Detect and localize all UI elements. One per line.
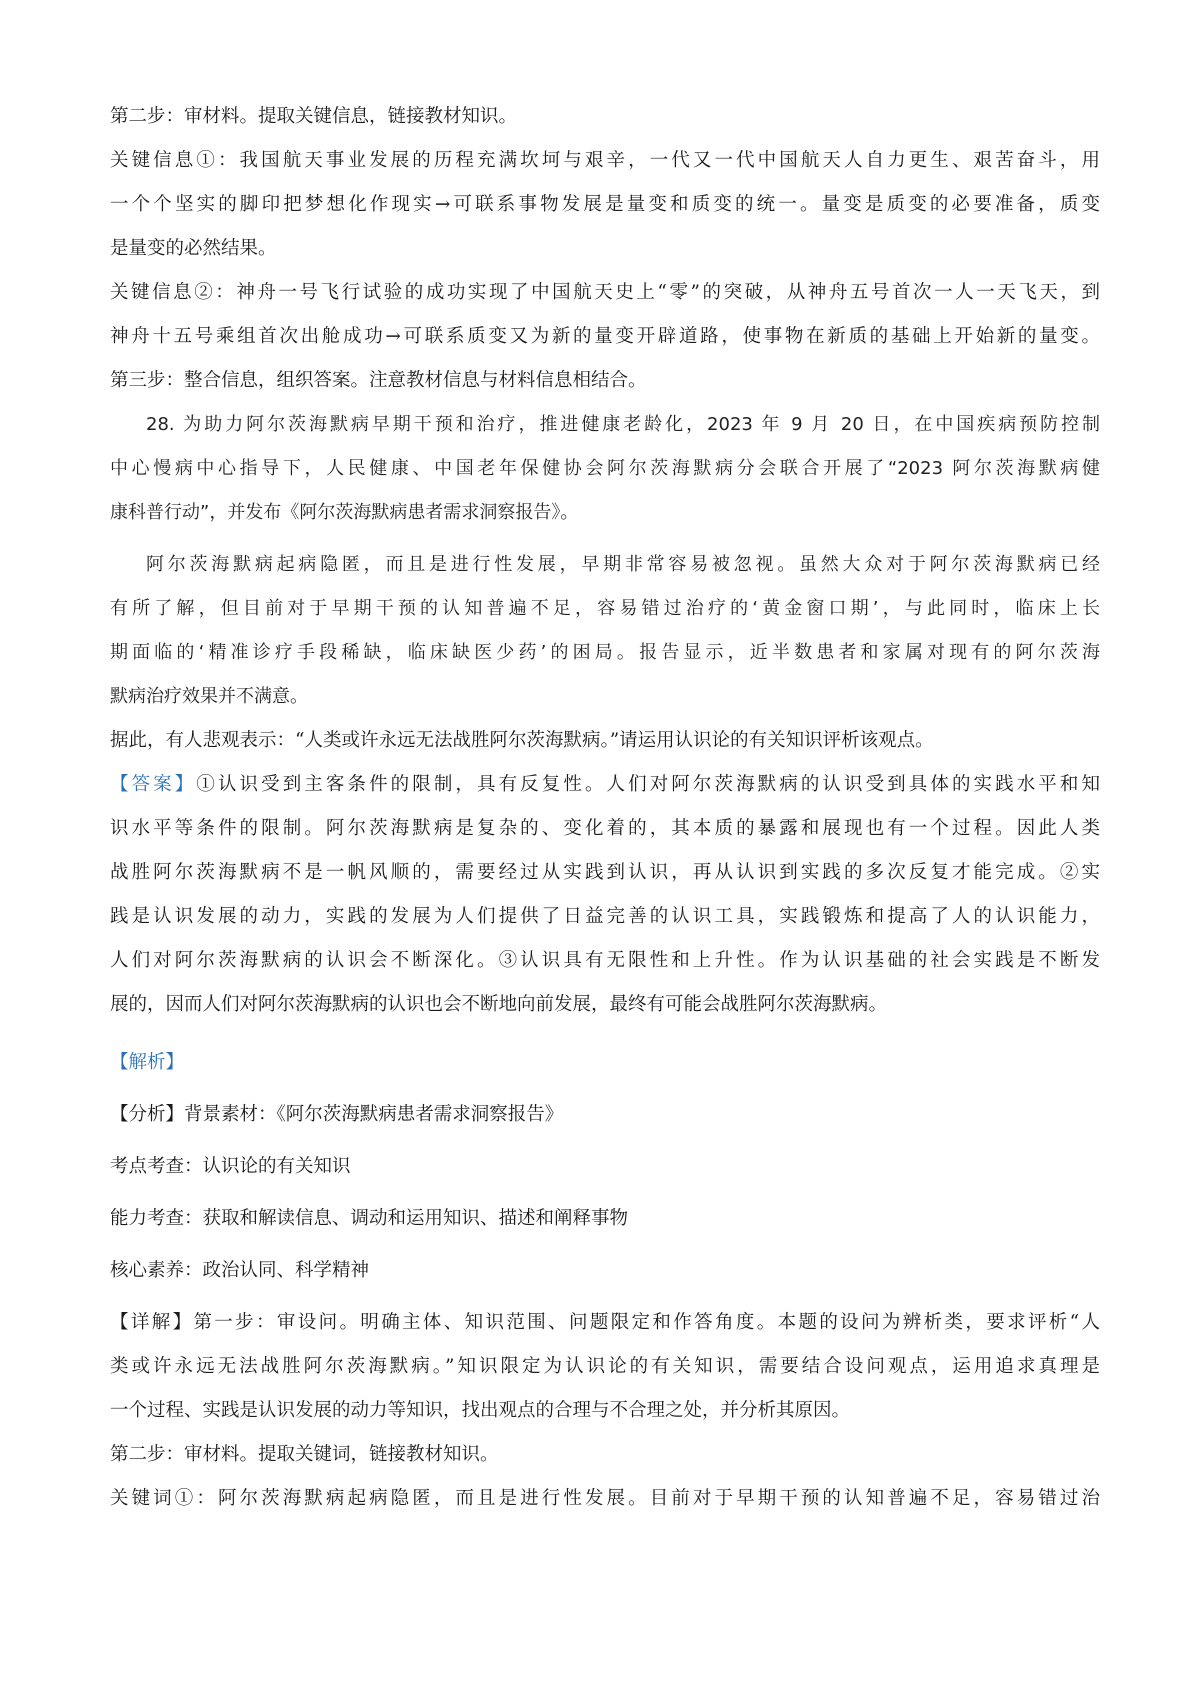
analysis-nengli: 能力考查：获取和解读信息、调动和运用知识、描述和阐释事物 <box>110 1208 629 1229</box>
question-28-material-line: 期面临的‘精准诊疗手段稀缺，临床缺医少药’的困局。报告显示，近半数患者和家属对现有的阿尔茨海 <box>110 642 1100 663</box>
answer-label: 【答案】 <box>110 774 197 795</box>
xiangjie-line: 类或许永远无法战胜阿尔茨海默病。”知识限定为认识论的有关知识，需要结合设问观点，运用追求真理是 <box>110 1356 1100 1377</box>
question-28-material-line: 默病治疗效果并不满意。 <box>110 686 308 707</box>
question-28 <box>110 403 1100 719</box>
analysis-suyang: 核心素养：政治认同、科学精神 <box>110 1260 370 1281</box>
step3-line: 第三步：整合信息，组织答案。注意教材信息与材料信息相结合。 <box>110 370 647 391</box>
analysis-step2: 第二步：审材料。提取关键词，链接教材知识。 <box>110 1444 499 1465</box>
answer-line: 人们对阿尔茨海默病的认识会不断深化。③认识具有无限性和上升性。作为认识基础的社会实践是不断发 <box>110 950 1100 971</box>
key-info-2 <box>110 271 1100 359</box>
analysis-xiangjie <box>110 1301 1100 1433</box>
answer-text: ①认识受到主客条件的限制，具有反复性。人们对阿尔茨海默病的认识受到具体的实践水平和知 <box>196 774 1100 795</box>
question-28-intro-line: 中心慢病中心指导下，人民健康、中国老年保健协会阿尔茨海默病分会联合开展了“2023 阿尔茨海默病健 <box>110 458 1100 479</box>
question-28-intro-line: 康科普行动”，并发布《阿尔茨海默病患者需求洞察报告》。 <box>110 502 579 523</box>
key-info-2-line: 神舟十五号乘组首次出舱成功→可联系质变又为新的量变开辟道路，使事物在新质的基础上开始新的量变。 <box>110 326 1100 347</box>
question-28-intro-line: 28. 为助力阿尔茨海默病早期干预和治疗，推进健康老龄化，2023 年 9 月 20 日，在中国疾病预防控制 <box>146 414 1100 435</box>
analysis-fenxi: 【分析】背景素材：《阿尔茨海默病患者需求洞察报告》 <box>110 1104 564 1125</box>
question-28-material-line: 阿尔茨海默病起病隐匿，而且是进行性发展，早期非常容易被忽视。虽然大众对于阿尔茨海默病已经 <box>146 554 1100 575</box>
question-28-prompt: 据此，有人悲观表示：“人类或许永远无法战胜阿尔茨海默病。”请运用认识论的有关知识评析该观点。 <box>110 730 934 751</box>
answer-line: 践是认识发展的动力，实践的发展为人们提供了日益完善的认识工具，实践锻炼和提高了人的认识能力， <box>110 906 1100 927</box>
key-info-1 <box>110 139 1100 271</box>
key-info-1-line: 一个个坚实的脚印把梦想化作现实→可联系事物发展是量变和质变的统一。量变是质变的必要准备，质变 <box>110 194 1100 215</box>
analysis-label: 【解析】 <box>110 1052 185 1073</box>
answer-line: 识水平等条件的限制。阿尔茨海默病是复杂的、变化着的，其本质的暴露和展现也有一个过程。因此人类 <box>110 818 1100 839</box>
key-info-1-line: 是量变的必然结果。 <box>110 238 277 259</box>
step2-line: 第二步：审材料。提取关键信息，链接教材知识。 <box>110 106 518 127</box>
answer-first-line <box>110 763 1100 807</box>
xiangjie-line: 【详解】第一步：审设问。明确主体、知识范围、问题限定和作答角度。本题的设问为辨析类，要求评析“人 <box>110 1312 1100 1333</box>
document-page <box>110 95 1100 1521</box>
key-info-1-line: 关键信息①：我国航天事业发展的历程充满坎坷与艰辛，一代又一代中国航天人自力更生、艰苦奋斗，用 <box>110 150 1100 171</box>
analysis-keyword1: 关键词①：阿尔茨海默病起病隐匿，而且是进行性发展。目前对于早期干预的认知普遍不足，容易错过治 <box>110 1488 1100 1509</box>
question-28-material-line: 有所了解，但目前对于早期干预的认知普遍不足，容易错过治疗的‘黄金窗口期’，与此同时，临床上长 <box>110 598 1100 619</box>
answer-block <box>110 763 1100 1027</box>
answer-line: 战胜阿尔茨海默病不是一帆风顺的，需要经过从实践到认识，再从认识到实践的多次反复才能完成。②实 <box>110 862 1100 883</box>
analysis-kaodian: 考点考查：认识论的有关知识 <box>110 1156 351 1177</box>
answer-line: 展的，因而人们对阿尔茨海默病的认识也会不断地向前发展，最终有可能会战胜阿尔茨海默病。 <box>110 994 888 1015</box>
xiangjie-line: 一个过程、实践是认识发展的动力等知识，找出观点的合理与不合理之处，并分析其原因。 <box>110 1400 851 1421</box>
key-info-2-line: 关键信息②：神舟一号飞行试验的成功实现了中国航天史上“零”的突破，从神舟五号首次一人一天飞天，到 <box>110 282 1100 303</box>
